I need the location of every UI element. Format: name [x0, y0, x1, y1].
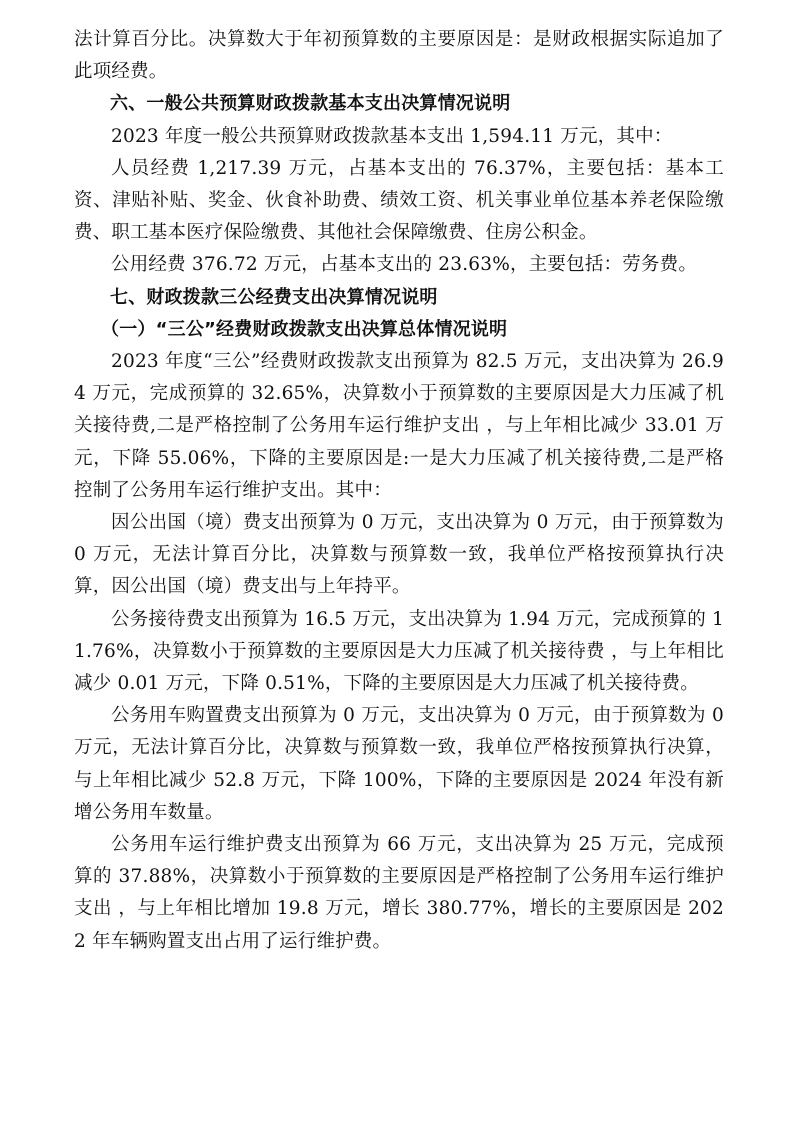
- paragraph-official-reception: 公务接待费支出预算为 16.5 万元，支出决算为 1.94 万元，完成预算的 11.76%，决算数小于预算数的主要原因是大力压减了机关接待费 ，与上年相比减少 0.01 万元，下降 0.51%，下降的主要原因是大力压减了机关接待费。: [74, 608, 724, 695]
- paragraph-basic-expenditure: 2023 年度一般公共预算财政拨款基本支出 1,594.11 万元，其中：: [111, 125, 673, 147]
- section-heading-7: 七、财政拨款三公经费支出决算情况说明: [110, 286, 438, 308]
- paragraph-public-expense: 公用经费 376.72 万元，占基本支出的 23.63%，主要包括：劳务费。: [111, 254, 698, 276]
- paragraph-three-public-overall: 2023 年度“三公”经费财政拨款支出预算为 82.5 万元，支出决算为 26.94 万元，完成预算的 32.65%，决算数小于预算数的主要原因是大力压减了机关接待费,二是严格控制了公务用车运行维护支出 ，与上年相比减少 33.01 万元，下降 55.06%，下降的主要原因是:一是大力压减了机关接待费,二是严格控制了公务用车运行维护支出。其中：: [74, 351, 724, 501]
- paragraph-personnel-expense: 人员经费 1,217.39 万元，占基本支出的 76.37%，主要包括：基本工资、津贴补贴、奖金、伙食补助费、绩效工资、机关事业单位基本养老保险缴费、职工基本医疗保险缴费、其他社会保障缴费、住房公积金。: [74, 157, 724, 244]
- paragraph-vehicle-maintenance: 公务用车运行维护费支出预算为 66 万元，支出决算为 25 万元，完成预算的 37.88%，决算数小于预算数的主要原因是严格控制了公务用车运行维护支出 ，与上年相比增加 19.8 万元，增长 380.77%，增长的主要原因是 2022 年车辆购置支出占用了运行维护费。: [74, 834, 724, 952]
- section-heading-6: 六、一般公共预算财政拨款基本支出决算情况说明: [110, 93, 511, 115]
- subsection-heading-1: （一）“三公”经费财政拨款支出决算总体情况说明: [101, 318, 508, 340]
- paragraph-continued: 法计算百分比。决算数大于年初预算数的主要原因是：是财政根据实际追加了此项经费。: [74, 29, 724, 83]
- paragraph-overseas-travel: 因公出国（境）费支出预算为 0 万元，支出决算为 0 万元，由于预算数为 0 万元，无法计算百分比，决算数与预算数一致，我单位严格按预算执行决算，因公出国（境）费支出与上年持平。: [74, 512, 724, 598]
- document-page: [74, 24, 724, 958]
- paragraph-vehicle-purchase: 公务用车购置费支出预算为 0 万元，支出决算为 0 万元，由于预算数为 0 万元，无法计算百分比，决算数与预算数一致，我单位严格按预算执行决算，与上年相比减少 52.8 万元，下降 100%，下降的主要原因是 2024 年没有新增公务用车数量。: [74, 705, 724, 823]
